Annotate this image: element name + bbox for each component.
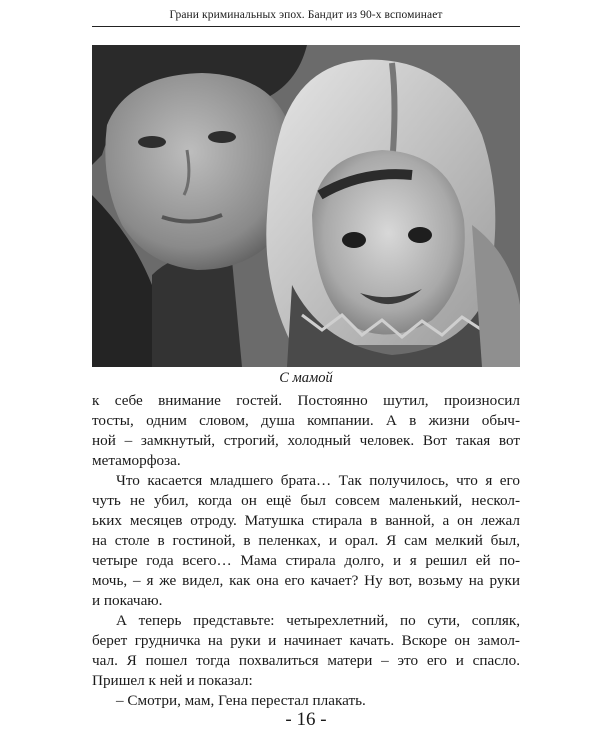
text-line: на столе в гостиной, в пеленках, и орал. Я сам мелкий был,	[92, 532, 520, 549]
body-text	[92, 391, 520, 711]
text-line: чал. Я пошел тогда похвалиться матери – это его и спасло.	[92, 652, 520, 669]
text-line: Пришел к ней и показал:	[92, 672, 253, 689]
text-line: А теперь представьте: четырехлетний, по сути, сопляк,	[116, 612, 520, 629]
text-line: берет грудничка на руки и начинает качать. Вскоре он замол-	[92, 632, 520, 649]
text-line: ьких месяцев отроду. Матушка стирала в ванной, а он лежал	[92, 512, 520, 529]
text-line: тосты, одним словом, душа компании. А в жизни обыч-	[92, 412, 520, 429]
text-line: к себе внимание гостей. Постоянно шутил, произносил	[92, 392, 520, 409]
text-line: и покачаю.	[92, 592, 163, 609]
photo-mother-and-child	[92, 45, 520, 367]
running-header: Грани криминальных эпох. Бандит из 90-х вспоминает	[169, 9, 443, 21]
text-line: мочь, – я же видел, как она его качает? Ну вот, возьму на руки	[92, 572, 520, 589]
photo-illustration	[92, 45, 520, 367]
page-number: - 16 -	[285, 709, 327, 730]
header-rule	[92, 26, 520, 27]
dialogue-line: – Смотри, мам, Гена перестал плакать.	[116, 692, 366, 709]
text-line: четыре года всего… Мама стирала долго, и я решил ей по-	[92, 552, 520, 569]
text-line: чуть не убил, когда он ещё был совсем маленький, нескол-	[92, 492, 520, 509]
text-line: метаморфоза.	[92, 452, 181, 469]
text-line: Что касается младшего брата… Так получилось, что я его	[116, 472, 520, 489]
text-line: ной – замкнутый, строгий, холодный человек. Вот такая вот	[92, 432, 520, 449]
photo-caption: С мамой	[279, 370, 333, 386]
